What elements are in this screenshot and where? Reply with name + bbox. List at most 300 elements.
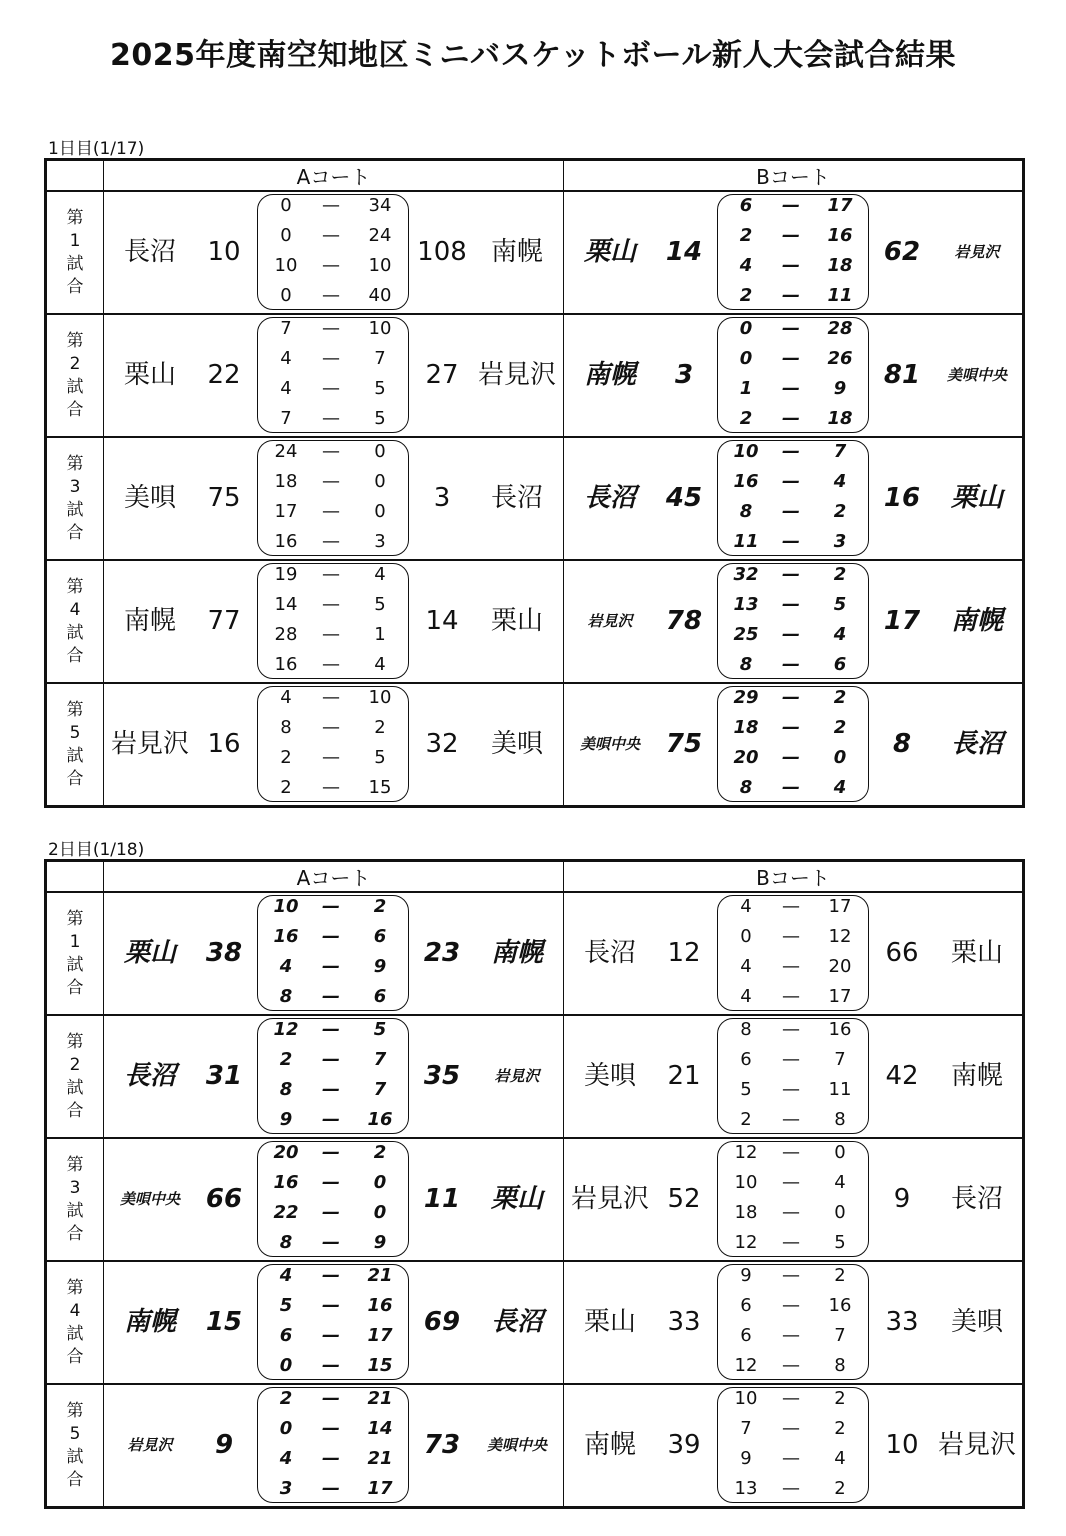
left-team: 南幌 xyxy=(123,1307,176,1337)
court-cell-b xyxy=(564,560,1024,683)
game-number-char: 合 xyxy=(66,1346,84,1367)
quarter-right-score: 10 xyxy=(368,687,392,708)
quarter-right-score: 26 xyxy=(827,348,853,369)
quarter-row xyxy=(718,952,868,982)
game-number-char: 試 xyxy=(66,1323,84,1344)
court-cell-a xyxy=(104,1015,564,1138)
quarter-right-score: 14 xyxy=(367,1418,393,1439)
quarter-right-score: 28 xyxy=(827,318,853,339)
court-result-b xyxy=(564,893,1022,1014)
quarter-row xyxy=(718,1198,868,1228)
quarter-dash: — xyxy=(782,1295,800,1316)
quarter-row xyxy=(718,650,868,680)
quarter-right-score: 4 xyxy=(833,471,847,492)
game-number xyxy=(46,560,104,683)
court-cell-b xyxy=(564,1138,1024,1261)
quarter-row xyxy=(718,1414,868,1444)
quarter-dash: — xyxy=(782,1202,800,1223)
left-total-score: 75 xyxy=(665,729,703,759)
right-team: 岩見沢 xyxy=(477,360,556,390)
game-number-char: 第 xyxy=(66,908,84,929)
quarter-left-score: 4 xyxy=(739,255,753,276)
quarter-left-score: 32 xyxy=(733,564,759,585)
left-team: 美唄中央 xyxy=(579,735,640,753)
quarter-row xyxy=(258,1045,408,1075)
court-result-b xyxy=(564,192,1022,313)
quarter-dash: — xyxy=(782,1172,800,1193)
quarter-right-score: 0 xyxy=(374,471,386,492)
quarter-right-score: 16 xyxy=(828,1019,852,1040)
quarter-dash: — xyxy=(322,1325,340,1346)
quarter-dash: — xyxy=(322,687,340,708)
quarter-right-score: 4 xyxy=(374,564,386,585)
quarter-right-score: 4 xyxy=(834,1448,846,1469)
court-result-b xyxy=(564,1139,1022,1260)
game-number-char: 試 xyxy=(66,745,84,766)
quarter-left-score: 4 xyxy=(740,956,752,977)
left-team: 南幌 xyxy=(583,1430,636,1460)
right-team: 美唄中央 xyxy=(486,1436,547,1454)
court-cell-b xyxy=(564,191,1024,314)
quarter-left-score: 10 xyxy=(734,1172,758,1193)
quarter-right-score: 7 xyxy=(833,441,847,462)
quarter-left-score: 10 xyxy=(273,896,299,917)
quarter-right-score: 21 xyxy=(367,1265,393,1286)
quarter-dash: — xyxy=(782,594,800,615)
quarter-dash: — xyxy=(782,1355,800,1376)
right-team: 岩見沢 xyxy=(494,1067,540,1085)
quarter-row xyxy=(258,952,408,982)
quarter-right-score: 17 xyxy=(827,195,853,216)
quarter-right-score: 3 xyxy=(833,531,847,552)
court-header-a: Aコート xyxy=(104,861,564,893)
quarter-left-score: 2 xyxy=(280,747,292,768)
quarter-row xyxy=(718,713,868,743)
quarter-right-score: 34 xyxy=(368,195,392,216)
left-team: 栗山 xyxy=(583,1307,636,1337)
quarter-right-score: 0 xyxy=(373,1202,387,1223)
quarter-dash: — xyxy=(782,1418,800,1439)
quarter-left-score: 1 xyxy=(739,378,753,399)
quarter-right-score: 7 xyxy=(373,1049,387,1070)
left-total-score: 3 xyxy=(674,360,694,390)
game-number-char: 試 xyxy=(66,1077,84,1098)
quarter-right-score: 0 xyxy=(833,747,847,768)
quarter-right-score: 2 xyxy=(834,1478,846,1499)
right-team: 南幌 xyxy=(950,606,1003,636)
court-cell-a xyxy=(104,892,564,1015)
quarter-row xyxy=(718,437,868,467)
game-row xyxy=(46,892,1024,1015)
left-team: 岩見沢 xyxy=(110,729,189,759)
quarter-left-score: 16 xyxy=(273,1172,299,1193)
quarter-row xyxy=(718,344,868,374)
game-number xyxy=(46,437,104,560)
quarter-left-score: 19 xyxy=(274,564,298,585)
quarter-row xyxy=(718,1351,868,1381)
quarter-row xyxy=(258,251,408,281)
quarter-row xyxy=(258,527,408,557)
quarter-left-score: 2 xyxy=(739,285,753,306)
left-total-score: 9 xyxy=(214,1430,234,1460)
quarter-row xyxy=(718,221,868,251)
quarter-dash: — xyxy=(322,986,340,1007)
quarter-dash: — xyxy=(322,255,340,276)
quarter-row xyxy=(258,683,408,713)
quarter-left-score: 14 xyxy=(274,594,298,615)
quarter-dash: — xyxy=(782,1388,800,1409)
quarter-dash: — xyxy=(782,1049,800,1070)
game-row xyxy=(46,683,1024,807)
game-number-char: 5 xyxy=(69,1423,81,1444)
quarter-dash: — xyxy=(322,1478,340,1499)
quarter-dash: — xyxy=(322,1019,340,1040)
quarter-row xyxy=(258,1228,408,1258)
quarter-row xyxy=(718,1015,868,1045)
quarter-right-score: 20 xyxy=(828,956,852,977)
quarter-left-score: 13 xyxy=(733,594,759,615)
quarter-left-score: 20 xyxy=(273,1142,299,1163)
quarter-dash: — xyxy=(322,777,340,798)
quarter-right-score: 18 xyxy=(827,408,853,429)
quarter-left-score: 28 xyxy=(274,624,298,645)
quarter-scores xyxy=(257,1018,409,1134)
quarter-row xyxy=(258,344,408,374)
game-number-char: 合 xyxy=(66,276,84,297)
left-total-score: 77 xyxy=(207,606,241,636)
quarter-scores xyxy=(257,895,409,1011)
game-row xyxy=(46,1138,1024,1261)
quarter-row xyxy=(258,1261,408,1291)
quarter-dash: — xyxy=(322,285,340,306)
court-cell-b xyxy=(564,1384,1024,1508)
quarter-left-score: 5 xyxy=(740,1079,752,1100)
quarter-dash: — xyxy=(782,687,800,708)
right-team: 南幌 xyxy=(490,237,543,267)
quarter-row xyxy=(718,892,868,922)
quarter-row xyxy=(718,1291,868,1321)
quarter-right-score: 8 xyxy=(834,1109,846,1130)
quarter-right-score: 5 xyxy=(833,594,847,615)
quarter-row xyxy=(258,314,408,344)
day-label: 2日目(1/18) xyxy=(48,840,145,860)
quarter-row xyxy=(258,1474,408,1504)
quarter-row xyxy=(258,374,408,404)
quarter-dash: — xyxy=(322,624,340,645)
results-table xyxy=(44,859,1025,1509)
quarter-left-score: 2 xyxy=(279,1049,293,1070)
quarter-right-score: 10 xyxy=(368,255,392,276)
quarter-right-score: 11 xyxy=(828,1079,852,1100)
left-total-score: 66 xyxy=(205,1184,243,1214)
quarter-row xyxy=(258,1015,408,1045)
right-total-score: 16 xyxy=(883,483,921,513)
quarter-dash: — xyxy=(782,1232,800,1253)
quarter-right-score: 5 xyxy=(374,378,386,399)
day-label: 1日目(1/17) xyxy=(48,139,145,159)
quarter-left-score: 20 xyxy=(733,747,759,768)
quarter-row xyxy=(718,251,868,281)
game-number-char: 1 xyxy=(69,230,81,251)
results-table xyxy=(44,158,1025,808)
quarter-left-score: 10 xyxy=(733,441,759,462)
left-total-score: 75 xyxy=(207,483,241,513)
quarter-right-score: 5 xyxy=(374,747,386,768)
quarter-dash: — xyxy=(322,501,340,522)
game-number-char: 1 xyxy=(69,931,81,952)
quarter-left-score: 12 xyxy=(273,1019,299,1040)
quarter-right-score: 9 xyxy=(373,956,387,977)
quarter-row xyxy=(258,1444,408,1474)
quarter-left-score: 16 xyxy=(273,926,299,947)
quarter-dash: — xyxy=(322,318,340,339)
quarter-row xyxy=(258,1291,408,1321)
quarter-dash: — xyxy=(782,777,800,798)
left-team: 美唄 xyxy=(583,1061,636,1091)
quarter-row xyxy=(258,1198,408,1228)
court-cell-a xyxy=(104,1261,564,1384)
quarter-left-score: 24 xyxy=(274,441,298,462)
court-cell-b xyxy=(564,1015,1024,1138)
right-total-score: 32 xyxy=(425,729,459,759)
quarter-dash: — xyxy=(782,285,800,306)
game-number-char: 合 xyxy=(66,977,84,998)
quarter-left-score: 7 xyxy=(280,408,292,429)
right-team: 岩見沢 xyxy=(937,1430,1016,1460)
quarter-scores xyxy=(257,1141,409,1257)
quarter-row xyxy=(718,404,868,434)
quarter-dash: — xyxy=(782,501,800,522)
game-number-char: 2 xyxy=(69,1054,81,1075)
court-result-a xyxy=(104,684,563,805)
court-cell-b xyxy=(564,683,1024,807)
quarter-row xyxy=(718,1321,868,1351)
quarter-dash: — xyxy=(322,1049,340,1070)
quarter-dash: — xyxy=(322,564,340,585)
right-team: 長沼 xyxy=(490,1307,543,1337)
game-number-char: 第 xyxy=(66,453,84,474)
quarter-left-score: 18 xyxy=(274,471,298,492)
quarter-left-score: 7 xyxy=(280,318,292,339)
quarter-dash: — xyxy=(322,408,340,429)
quarter-row xyxy=(258,281,408,311)
right-team: 栗山 xyxy=(950,483,1003,513)
quarter-dash: — xyxy=(322,378,340,399)
quarter-row xyxy=(718,560,868,590)
game-row xyxy=(46,1015,1024,1138)
quarter-right-score: 15 xyxy=(367,1355,393,1376)
quarter-row xyxy=(258,1321,408,1351)
game-number-char: 第 xyxy=(66,330,84,351)
quarter-left-score: 9 xyxy=(740,1448,752,1469)
court-cell-a xyxy=(104,1384,564,1508)
quarter-left-score: 7 xyxy=(740,1418,752,1439)
right-team: 岩見沢 xyxy=(954,243,1000,261)
quarter-left-score: 4 xyxy=(279,1448,293,1469)
game-number xyxy=(46,1261,104,1384)
quarter-scores xyxy=(717,1141,869,1257)
quarter-scores xyxy=(257,1264,409,1380)
quarter-right-score: 4 xyxy=(833,624,847,645)
table-header xyxy=(46,160,1024,192)
quarter-right-score: 17 xyxy=(828,896,852,917)
game-number-char: 4 xyxy=(69,599,81,620)
quarter-right-score: 0 xyxy=(834,1142,846,1163)
quarter-right-score: 17 xyxy=(367,1478,393,1499)
right-team: 栗山 xyxy=(490,606,543,636)
quarter-left-score: 2 xyxy=(739,408,753,429)
quarter-right-score: 5 xyxy=(373,1019,387,1040)
quarter-right-score: 9 xyxy=(833,378,847,399)
game-row xyxy=(46,314,1024,437)
right-team: 長沼 xyxy=(950,1184,1003,1214)
quarter-right-score: 2 xyxy=(834,1418,846,1439)
court-cell-a xyxy=(104,1138,564,1261)
quarter-left-score: 4 xyxy=(279,956,293,977)
quarter-left-score: 0 xyxy=(280,195,292,216)
quarter-left-score: 8 xyxy=(740,1019,752,1040)
quarter-scores xyxy=(257,1387,409,1503)
game-number-char: 第 xyxy=(66,1154,84,1175)
quarter-dash: — xyxy=(322,594,340,615)
quarter-dash: — xyxy=(782,1109,800,1130)
quarter-row xyxy=(718,1075,868,1105)
quarter-left-score: 2 xyxy=(740,1109,752,1130)
court-result-b xyxy=(564,1016,1022,1137)
right-total-score: 73 xyxy=(423,1430,461,1460)
right-team: 長沼 xyxy=(950,729,1003,759)
court-cell-b xyxy=(564,314,1024,437)
quarter-row xyxy=(718,1474,868,1504)
left-total-score: 45 xyxy=(665,483,703,513)
right-total-score: 81 xyxy=(883,360,921,390)
court-result-a xyxy=(104,561,563,682)
quarter-left-score: 8 xyxy=(739,501,753,522)
quarter-left-score: 25 xyxy=(733,624,759,645)
left-total-score: 14 xyxy=(665,237,703,267)
quarter-left-score: 6 xyxy=(740,1325,752,1346)
game-number-char: 合 xyxy=(66,1100,84,1121)
quarter-row xyxy=(258,467,408,497)
quarter-dash: — xyxy=(782,896,800,917)
court-result-b xyxy=(564,315,1022,436)
quarter-dash: — xyxy=(782,225,800,246)
quarter-left-score: 8 xyxy=(739,777,753,798)
game-number-char: 3 xyxy=(69,476,81,497)
quarter-row xyxy=(718,683,868,713)
quarter-left-score: 5 xyxy=(279,1295,293,1316)
left-total-score: 15 xyxy=(205,1307,243,1337)
quarter-dash: — xyxy=(322,471,340,492)
quarter-scores xyxy=(717,194,869,310)
right-total-score: 11 xyxy=(423,1184,461,1214)
left-team: 栗山 xyxy=(123,938,176,968)
quarter-dash: — xyxy=(322,225,340,246)
quarter-row xyxy=(258,590,408,620)
quarter-row xyxy=(718,467,868,497)
quarter-left-score: 4 xyxy=(280,378,292,399)
quarter-row xyxy=(258,650,408,680)
quarter-right-score: 40 xyxy=(368,285,392,306)
quarter-row xyxy=(718,314,868,344)
quarter-right-score: 2 xyxy=(834,1388,846,1409)
quarter-dash: — xyxy=(782,926,800,947)
quarter-right-score: 6 xyxy=(373,926,387,947)
quarter-right-score: 6 xyxy=(373,986,387,1007)
court-result-b xyxy=(564,438,1022,559)
quarter-right-score: 8 xyxy=(834,1355,846,1376)
game-number-char: 合 xyxy=(66,399,84,420)
quarter-right-score: 2 xyxy=(833,564,847,585)
quarter-row xyxy=(258,1105,408,1135)
quarter-scores xyxy=(717,895,869,1011)
quarter-row xyxy=(718,1261,868,1291)
game-number-char: 第 xyxy=(66,207,84,228)
left-team: 美唄 xyxy=(123,483,176,513)
quarter-dash: — xyxy=(782,348,800,369)
court-cell-a xyxy=(104,314,564,437)
quarter-dash: — xyxy=(782,531,800,552)
quarter-dash: — xyxy=(322,1142,340,1163)
right-team: 長沼 xyxy=(490,483,543,513)
left-total-score: 78 xyxy=(665,606,703,636)
quarter-left-score: 4 xyxy=(280,348,292,369)
quarter-dash: — xyxy=(322,956,340,977)
quarter-scores xyxy=(257,440,409,556)
quarter-left-score: 18 xyxy=(734,1202,758,1223)
court-result-b xyxy=(564,561,1022,682)
quarter-left-score: 9 xyxy=(279,1109,293,1130)
quarter-left-score: 2 xyxy=(739,225,753,246)
quarter-left-score: 17 xyxy=(274,501,298,522)
quarter-right-score: 4 xyxy=(833,777,847,798)
quarter-row xyxy=(718,281,868,311)
right-team: 南幌 xyxy=(950,1061,1003,1091)
right-total-score: 42 xyxy=(885,1061,919,1091)
left-total-score: 38 xyxy=(205,938,243,968)
quarter-left-score: 4 xyxy=(740,986,752,1007)
left-total-score: 12 xyxy=(667,938,701,968)
quarter-dash: — xyxy=(322,1172,340,1193)
quarter-right-score: 5 xyxy=(374,408,386,429)
quarter-right-score: 18 xyxy=(827,255,853,276)
quarter-dash: — xyxy=(322,531,340,552)
quarter-right-score: 4 xyxy=(374,654,386,675)
game-number xyxy=(46,191,104,314)
quarter-row xyxy=(258,1351,408,1381)
quarter-dash: — xyxy=(322,654,340,675)
quarter-dash: — xyxy=(322,1109,340,1130)
quarter-right-score: 11 xyxy=(827,285,853,306)
quarter-left-score: 12 xyxy=(734,1142,758,1163)
quarter-row xyxy=(258,191,408,221)
quarter-row xyxy=(718,1168,868,1198)
quarter-row xyxy=(718,1384,868,1414)
left-team: 南幌 xyxy=(123,606,176,636)
right-total-score: 27 xyxy=(425,360,459,390)
quarter-dash: — xyxy=(782,378,800,399)
quarter-row xyxy=(258,713,408,743)
right-total-score: 69 xyxy=(423,1307,461,1337)
quarter-dash: — xyxy=(322,1232,340,1253)
game-number xyxy=(46,1015,104,1138)
quarter-row xyxy=(718,590,868,620)
quarter-right-score: 2 xyxy=(833,687,847,708)
quarter-left-score: 0 xyxy=(740,926,752,947)
quarter-dash: — xyxy=(782,654,800,675)
quarter-left-score: 10 xyxy=(734,1388,758,1409)
quarter-right-score: 2 xyxy=(833,717,847,738)
